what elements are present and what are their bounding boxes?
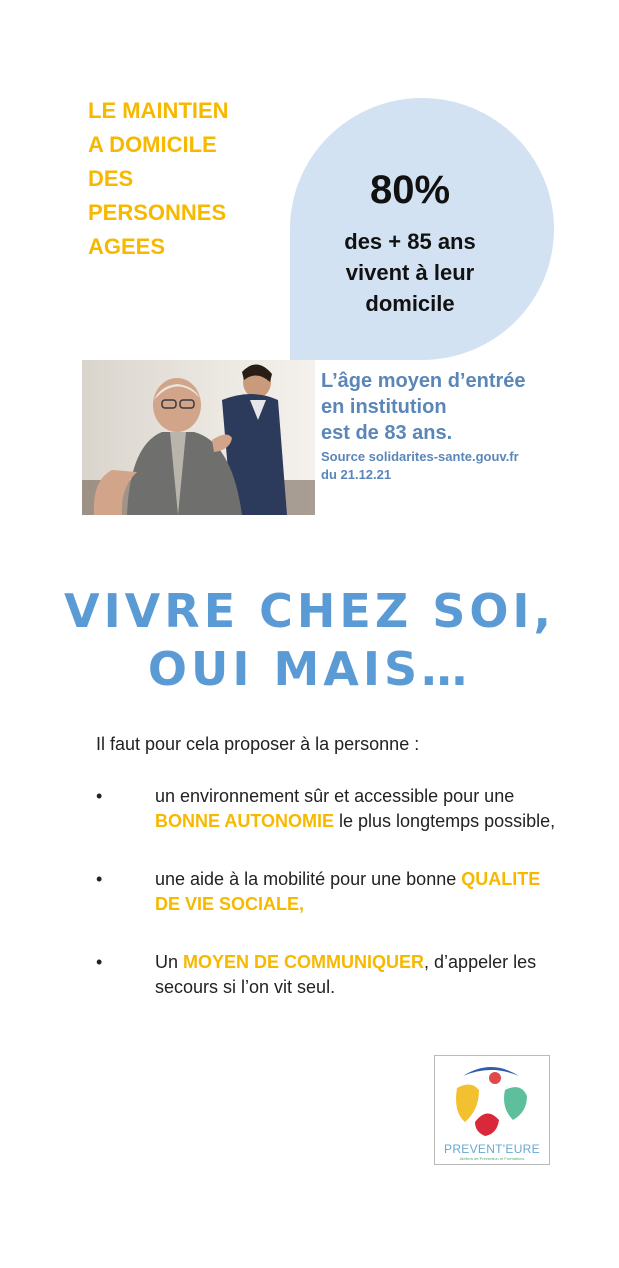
list-item: [96, 950, 556, 1000]
title-line: A DOMICILE: [88, 132, 217, 157]
bullet-list: [96, 784, 556, 1000]
stat-line: des + 85 ans: [344, 229, 476, 254]
page-title: [88, 94, 278, 264]
source-line: Source solidarites-sante.gouv.fr: [321, 449, 519, 464]
title-line: DES: [88, 166, 134, 191]
fact-line: est de 83 ans.: [321, 422, 453, 444]
bullet-text: , d’appeler les secours si l’on vit seul.: [155, 952, 537, 997]
source-note: [321, 448, 611, 484]
title-line: LE MAINTIEN: [88, 98, 229, 123]
preventeure-logo: [434, 1055, 550, 1165]
bullet-text: le plus longtemps possible,: [334, 811, 556, 831]
intro-text: Il faut pour cela proposer à la personne :: [96, 734, 420, 754]
stat-percent: 80%: [369, 168, 451, 212]
logo-figure-icon: [435, 1056, 549, 1142]
bullet-highlight: QUALITE DE VIE SOCIALE,: [155, 869, 541, 914]
bullet-highlight: MOYEN DE COMMUNIQUER: [183, 952, 425, 972]
logo-name: PREVENT'EURE: [444, 1142, 540, 1156]
bullet-dot: •: [96, 952, 103, 972]
list-item: [96, 784, 556, 834]
caregiver-photo: [82, 360, 315, 515]
fact-line: L’âge moyen d’entrée: [321, 370, 526, 392]
fact-line: en institution: [321, 396, 447, 418]
headline: [0, 582, 619, 698]
source-line: du 21.12.21: [321, 467, 392, 482]
title-line: AGEES: [88, 234, 166, 259]
headline-line: OUI MAIS…: [147, 642, 472, 696]
stat-line: domicile: [365, 291, 455, 316]
bullet-dot: •: [96, 869, 103, 889]
logo-tagline: Ateliers de Prévention et Formations: [459, 1156, 525, 1161]
fact-block: [321, 368, 611, 484]
bullet-dot: •: [96, 786, 103, 806]
bullet-text: Un: [155, 952, 184, 972]
title-line: PERSONNES: [88, 200, 227, 225]
bullet-text: un environnement sûr et accessible pour une: [155, 786, 515, 806]
bullet-text: une aide à la mobilité pour une bonne: [155, 869, 462, 889]
bullet-highlight: BONNE AUTONOMIE: [155, 811, 335, 831]
headline-line: VIVRE CHEZ SOI,: [63, 584, 556, 638]
stat-line: vivent à leur: [345, 260, 475, 285]
stat-text: [310, 226, 510, 319]
list-item: [96, 867, 556, 917]
